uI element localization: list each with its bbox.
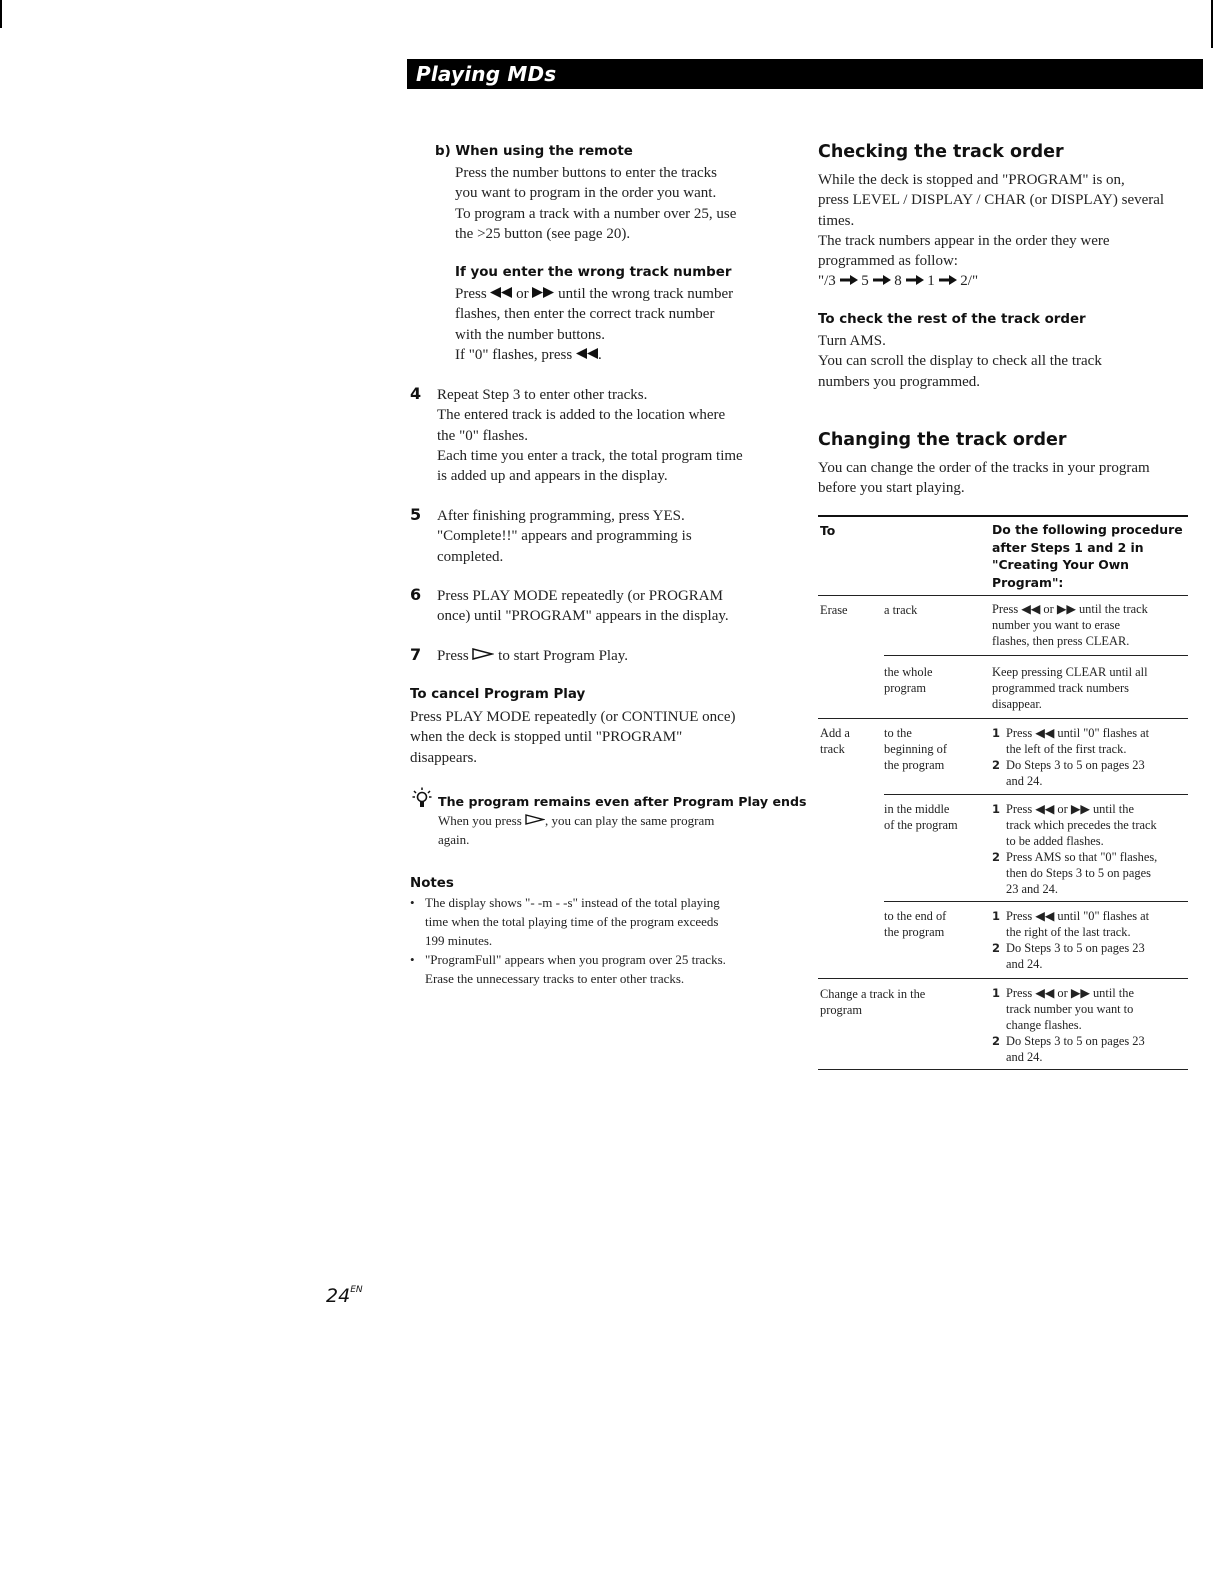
text-line: "ProgramFull" appears when you program over 25 tracks. (425, 952, 726, 967)
text-line: and 24. (1006, 957, 1043, 971)
text-line: time when the total playing time of the program exceeds (425, 914, 719, 929)
notes-heading: Notes (410, 876, 454, 891)
remote-body (455, 163, 736, 244)
proc-step-number: 2 (992, 850, 1001, 864)
row-proc-add-end (992, 908, 1192, 972)
cancel-heading: To cancel Program Play (410, 687, 586, 702)
rest-body (818, 331, 1102, 392)
row-rule (818, 718, 1188, 719)
text-line: Do Steps 3 to 5 on pages 23 (1006, 941, 1145, 955)
text-line: 199 minutes. (425, 933, 493, 948)
table-header-rule (818, 595, 1188, 596)
row-rule (818, 978, 1188, 979)
row-proc-erase-whole (992, 664, 1192, 712)
text-line: Turn AMS. (818, 333, 886, 349)
row-label-change (820, 986, 925, 1018)
text-line: completed. (437, 548, 504, 565)
row-proc-add-middle (992, 801, 1192, 897)
rewind-icon (490, 287, 512, 298)
text-line: "Creating Your Own (992, 557, 1129, 572)
proc-step-number: 2 (992, 941, 1001, 955)
text-line: 23 and 24. (1006, 882, 1058, 896)
text-line: then do Steps 3 to 5 on pages (1006, 866, 1151, 880)
text-line: you want to program in the order you want. (455, 185, 717, 202)
changing-body (818, 458, 1150, 499)
sequence-item: 5 (861, 273, 869, 290)
text-line: flashes, then enter the correct track number (455, 306, 715, 323)
text-line: Press ◀◀ until "0" flashes at (1006, 909, 1150, 923)
tip-heading: The program remains even after Program Play ends (438, 794, 807, 809)
page-title: Playing MDs (416, 62, 557, 86)
text-line: in the middle (884, 802, 950, 816)
text-line: Press ◀◀ until "0" flashes at (1006, 726, 1150, 740)
text-line: Press ◀◀ or ▶▶ until the track (992, 602, 1148, 616)
text-line: to be added flashes. (1006, 834, 1104, 848)
row-rule (884, 794, 1188, 795)
step-number: 7 (410, 645, 422, 664)
proc-step-number: 1 (992, 802, 1001, 816)
text-line: Press AMS so that "0" flashes, (1006, 850, 1158, 864)
row-proc-change (992, 985, 1192, 1065)
bullet: • (410, 952, 415, 967)
step-body (437, 385, 743, 486)
checking-heading: Checking the track order (818, 142, 1064, 162)
text-line: "Complete!!" appears and programming is (437, 528, 692, 545)
text-line: track which precedes the track (1006, 818, 1157, 832)
proc-step-number: 2 (992, 1034, 1001, 1048)
row-sublabel-add-end (884, 908, 946, 940)
bullet: • (410, 895, 415, 910)
sequence-item: 2/" (960, 273, 979, 290)
text-line: the right of the last track. (1006, 925, 1131, 939)
wrong-number-body (455, 284, 733, 365)
text-line: the program (884, 925, 945, 939)
rest-heading: To check the rest of the track order (818, 312, 1086, 327)
arrow-right-icon (840, 275, 858, 285)
text-line: programmed track numbers (992, 681, 1129, 695)
step-body (437, 586, 729, 627)
text-line: The display shows "- -m - -s" instead of the total playing (425, 895, 720, 910)
text-line: Add a (820, 726, 850, 740)
text-line: change flashes. (1006, 1018, 1082, 1032)
text-fragment: If "0" flashes, press (455, 346, 576, 363)
text-line: Press ◀◀ or ▶▶ until the (1006, 986, 1134, 1000)
row-label-erase: Erase (820, 603, 848, 617)
text-line: program (820, 1003, 862, 1017)
row-sublabel-erase-track: a track (884, 603, 918, 617)
text-fragment: to start Program Play. (494, 648, 629, 664)
wrong-number-heading: If you enter the wrong track number (455, 265, 732, 280)
text-fragment: When you press (438, 813, 526, 828)
step-body (437, 646, 628, 666)
text-line: Keep pressing CLEAR until all (992, 665, 1148, 679)
text-fragment: . (597, 346, 602, 363)
text-line: again. (438, 832, 470, 847)
text-line: after Steps 1 and 2 in (992, 539, 1144, 555)
text-line: disappear. (992, 697, 1042, 711)
text-line: Do Steps 3 to 5 on pages 23 (1006, 1034, 1145, 1048)
text-fragment: until the wrong track number (554, 286, 734, 302)
step-number: 6 (410, 585, 422, 604)
row-rule (884, 901, 1188, 902)
text-line: programmed as follow: (818, 253, 958, 270)
table-col2-header (992, 521, 1183, 591)
play-icon (472, 648, 494, 660)
table-col1-header: To (820, 523, 836, 538)
text-line: Change a track in the (820, 987, 926, 1001)
text-line: Erase the unnecessary tracks to enter other tracks. (425, 971, 685, 986)
text-line: when the deck is stopped until "PROGRAM" (410, 729, 683, 746)
tip-body (438, 811, 714, 849)
text-line: program (884, 681, 926, 695)
text-line: before you start playing. (818, 480, 965, 497)
step-number: 5 (410, 505, 422, 524)
table-bottom-rule (818, 1069, 1188, 1070)
checking-body (818, 170, 1164, 292)
text-line: Program": (992, 574, 1064, 590)
arrow-right-icon (906, 275, 924, 285)
text-line: the >25 button (see page 20). (455, 225, 631, 242)
text-fragment: Press (437, 648, 473, 664)
text-line: is added up and appears in the display. (437, 468, 668, 485)
text-line: Press PLAY MODE repeatedly (or PROGRAM (437, 588, 723, 604)
text-line: You can scroll the display to check all the track (818, 353, 1102, 370)
page-number (326, 1285, 363, 1307)
text-line: Press PLAY MODE repeatedly (or CONTINUE once) (410, 709, 736, 725)
text-line: to the (884, 726, 912, 740)
text-fragment: Press (455, 286, 491, 302)
row-rule (884, 655, 1188, 656)
text-line: You can change the order of the tracks in your program (818, 460, 1150, 476)
arrow-right-icon (873, 275, 891, 285)
text-line: times. (818, 212, 855, 229)
text-fragment: or (512, 286, 533, 302)
notes-list (410, 893, 726, 988)
text-fragment: , you can play the same program (545, 813, 715, 828)
arrow-right-icon (939, 275, 957, 285)
text-line: track number you want to (1006, 1002, 1134, 1016)
text-line: Repeat Step 3 to enter other tracks. (437, 387, 648, 403)
text-line: number you want to erase (992, 618, 1120, 632)
page-number-suffix: EN (350, 1285, 363, 1295)
step-body (437, 506, 692, 567)
text-line: To program a track with a number over 25, use (455, 205, 737, 222)
left-margin-rule (0, 0, 2, 28)
row-sublabel-add-middle (884, 801, 958, 833)
row-sublabel-add-begin (884, 725, 947, 773)
step-number: 4 (410, 384, 422, 403)
text-line: Each time you enter a track, the total program time (437, 447, 743, 464)
sequence-item: 1 (927, 273, 935, 290)
row-sublabel-erase-whole (884, 664, 933, 696)
proc-step-number: 1 (992, 909, 1001, 923)
text-line: flashes, then press CLEAR. (992, 634, 1130, 648)
text-line: The entered track is added to the location where (437, 407, 726, 424)
rewind-icon (576, 348, 598, 359)
text-line: Do the following procedure (992, 522, 1183, 537)
text-line: disappears. (410, 749, 478, 766)
text-line: The track numbers appear in the order they were (818, 232, 1110, 249)
text-line: After finishing programming, press YES. (437, 508, 685, 524)
remote-heading: b) When using the remote (435, 144, 633, 159)
text-line: the program (884, 758, 945, 772)
cancel-body (410, 707, 736, 768)
proc-step-number: 2 (992, 758, 1001, 772)
page-number-value: 24 (326, 1285, 351, 1307)
proc-step-number: 1 (992, 726, 1001, 740)
text-line: beginning of (884, 742, 947, 756)
text-line: While the deck is stopped and "PROGRAM" is on, (818, 172, 1125, 188)
sequence-item: 8 (894, 273, 902, 290)
text-line: of the program (884, 818, 958, 832)
text-line: and 24. (1006, 1050, 1043, 1064)
row-proc-add-begin (992, 725, 1192, 789)
text-line: Press ◀◀ or ▶▶ until the (1006, 802, 1134, 816)
text-line: with the number buttons. (455, 326, 605, 343)
table-top-rule (818, 515, 1188, 517)
text-line: Press the number buttons to enter the tracks (455, 165, 718, 181)
track-sequence (818, 271, 1164, 291)
text-line: numbers you programmed. (818, 373, 981, 390)
row-label-add (820, 725, 850, 757)
row-proc-erase-track (992, 601, 1192, 649)
right-margin-rule (1211, 0, 1213, 48)
text-line: track (820, 742, 845, 756)
text-line: Do Steps 3 to 5 on pages 23 (1006, 758, 1145, 772)
play-icon (525, 814, 545, 825)
text-line: the whole (884, 665, 933, 679)
fast-forward-icon (532, 287, 554, 298)
tip-lightbulb-icon (412, 787, 432, 809)
proc-step-number: 1 (992, 986, 1001, 1000)
sequence-item: "/3 (818, 273, 836, 290)
text-line: press LEVEL / DISPLAY / CHAR (or DISPLAY) several (818, 192, 1165, 209)
text-line: and 24. (1006, 774, 1043, 788)
text-line: to the end of (884, 909, 947, 923)
text-line: once) until "PROGRAM" appears in the display. (437, 608, 729, 625)
text-line: the left of the first track. (1006, 742, 1127, 756)
changing-heading: Changing the track order (818, 430, 1067, 450)
text-line: the "0" flashes. (437, 427, 528, 444)
